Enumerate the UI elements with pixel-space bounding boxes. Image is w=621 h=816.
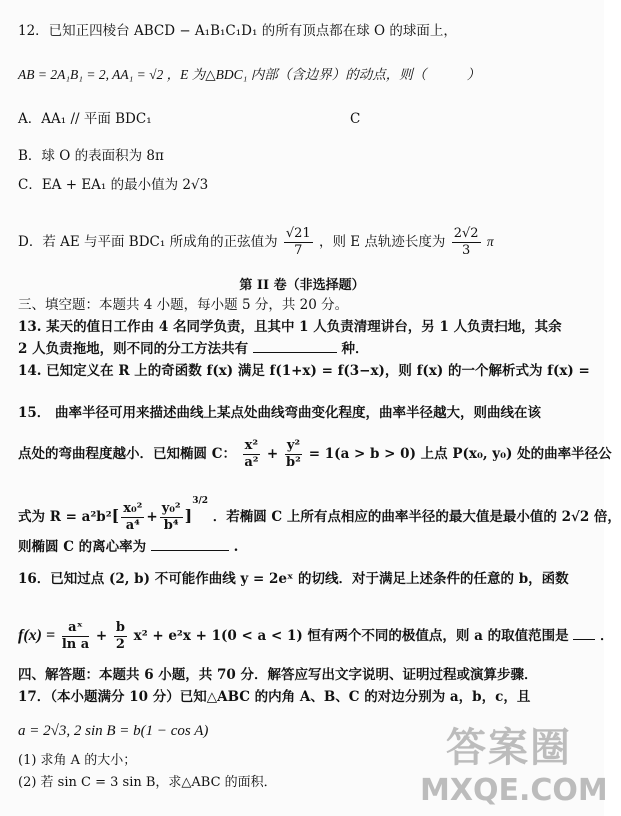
- q16-line1: 16．已知过点 (2, b) 不可能作曲线 y = 2eˣ 的切线．对于满足上述条件的任意的 b，函数: [18, 571, 569, 587]
- q15-exponent: 3/2: [192, 496, 209, 506]
- q13-line1: 13. 某天的值日工作由 4 名同学负责，且其中 1 人负责清理讲台，另 1 人负责扫地，其余: [18, 319, 562, 335]
- q15-line3-prefix: 式为 R = a²b²: [18, 509, 112, 525]
- q15-x-fraction: [243, 438, 260, 471]
- q13-line2: [18, 340, 369, 358]
- q17-part1: (1) 求角 A 的大小；: [18, 753, 137, 768]
- q12-d-middle: ，则 E 点轨迹长度为: [319, 234, 446, 250]
- q13-answer-blank: [253, 340, 337, 353]
- q12-d-fraction-2-den: 3: [462, 243, 471, 258]
- q16-f1-den: ln a: [61, 637, 90, 652]
- q16-plus: +: [95, 628, 108, 644]
- q12-d-fraction-2-num: 2√2: [453, 226, 479, 241]
- q12-option-b: B．球 O 的表面积为 8π: [18, 148, 164, 164]
- section3-heading: 三、填空题：本题共 4 小题，每小题 5 分，共 20 分。: [18, 297, 349, 313]
- q12-d-fraction-1: [284, 226, 313, 259]
- watermark-logo: [420, 716, 608, 808]
- q15-plus2: +: [146, 509, 158, 525]
- q16-fraction-2: [114, 620, 127, 653]
- section4-heading: 四、解答题：本题共 6 小题，共 70 分．解答应写出文字说明、证明过程或演算步骤．: [18, 667, 538, 683]
- q16-fx: f(x) =: [18, 627, 56, 644]
- q15-answer-blank: [151, 538, 229, 551]
- q12-stem-line1: 12．已知正四棱台 ABCD − A₁B₁C₁D₁ 的所有顶点都在球 O 的球面上，: [18, 23, 457, 39]
- q16-fraction-1: [62, 620, 89, 653]
- q16-answer-blank: [573, 627, 595, 640]
- stray-mark: C: [350, 111, 361, 127]
- q12-d-fraction-2: [452, 226, 481, 259]
- q12-stem-line2: AB = 2A₁B₁ = 2, AA₁ = √2 ，E 为△BDC₁ 内部（含边界）的动点，则（ ）: [18, 67, 481, 82]
- q15-line2-prefix: 点处的弯曲程度越小．已知椭圆 C：: [18, 446, 236, 462]
- q12-d-fraction-1-den: 7: [294, 243, 303, 258]
- q15-line3: 式为 R = a²b²[ $\frac{\text{x₀²}}{\text{a⁴}}$ + $\frac{\text{y₀²}}{\text{b⁴}}$ ]$^{3/2}$ ．若椭圆 C 上所有点相应的曲率半径的最大值是最小值的 2√2 倍，: [18, 496, 621, 533]
- q15-y0-num: y₀²: [161, 501, 181, 516]
- q15-plus: +: [266, 446, 279, 462]
- q15-line4-end: .: [233, 539, 239, 555]
- q17-line1: 17．（本小题满分 10 分）已知△ABC 的内角 A、B、C 的对边分别为 a，b，c，且: [18, 689, 531, 705]
- q15-line2-suffix: = 1(a > b > 0) 上点 P(x₀, y₀) 处的曲率半径公: [308, 446, 612, 462]
- q15-line4-text: 则椭圆 C 的离心率为: [18, 539, 147, 555]
- part2-title: 第 II 卷（非选择题）: [239, 278, 365, 293]
- q13-line2-end: 种．: [341, 341, 369, 357]
- q15-line4: [18, 538, 238, 556]
- q15-line2: [18, 436, 612, 472]
- q16-line2-end: ．: [600, 628, 614, 644]
- q16-line2-suffix: x² + e²x + 1(0 < a < 1) 恒有两个不同的极值点，则 a 的取值范围是: [133, 628, 569, 644]
- q15-line3-suffix: ．若椭圆 C 上所有点相应的曲率半径的最大值是最小值的 2√2 倍，: [212, 509, 621, 525]
- q17-part2: (2) 若 sin C = 3 sin B，求△ABC 的面积．: [18, 775, 277, 790]
- q15-y0-fraction: [160, 501, 183, 534]
- q12-option-c: C．EA + EA₁ 的最小值为 2√3: [18, 177, 209, 193]
- q15-y0-den: b⁴: [163, 518, 179, 533]
- q16-line2: [18, 616, 614, 656]
- q12-option-d: [18, 222, 494, 262]
- q15-y-num: y²: [286, 438, 301, 453]
- q15-y-den: b²: [286, 455, 301, 470]
- q15-x0-num: x₀²: [123, 501, 143, 516]
- q15-x0-fraction: [121, 501, 144, 534]
- q16-f2-den: 2: [115, 637, 125, 652]
- q12-d-end: π: [486, 234, 494, 249]
- q15-line1: 15． 曲率半径可用来描述曲线上某点处曲线弯曲变化程度，曲率半径越大，则曲线在该: [18, 405, 541, 421]
- q15-x-num: x²: [244, 438, 259, 453]
- watermark-bottom-text: MXQE.COM: [420, 773, 608, 808]
- q15-x-den: a²: [244, 455, 259, 470]
- q16-f2-num: b: [115, 620, 125, 635]
- q17-line2: a = 2√3, 2 sin B = b(1 − cos A): [18, 723, 209, 739]
- q14-line: 14. 已知定义在 R 上的奇函数 f(x) 满足 f(1+x) = f(3−x)，则 f(x) 的一个解析式为 f(x) =: [18, 363, 590, 379]
- watermark-top-text: 答案圈: [446, 725, 572, 771]
- q15-y-fraction: [285, 438, 302, 471]
- q16-f1-num: aˣ: [62, 620, 89, 637]
- q13-line2-text: 2 人负责拖地，则不同的分工方法共有: [18, 341, 249, 357]
- q12-d-prefix: D．若 AE 与平面 BDC₁ 所成角的正弦值为: [18, 234, 278, 250]
- q12-d-fraction-1-num: √21: [285, 226, 311, 241]
- q15-x0-den: a⁴: [125, 518, 140, 533]
- q12-option-a: A．AA₁ // 平面 BDC₁: [18, 111, 152, 127]
